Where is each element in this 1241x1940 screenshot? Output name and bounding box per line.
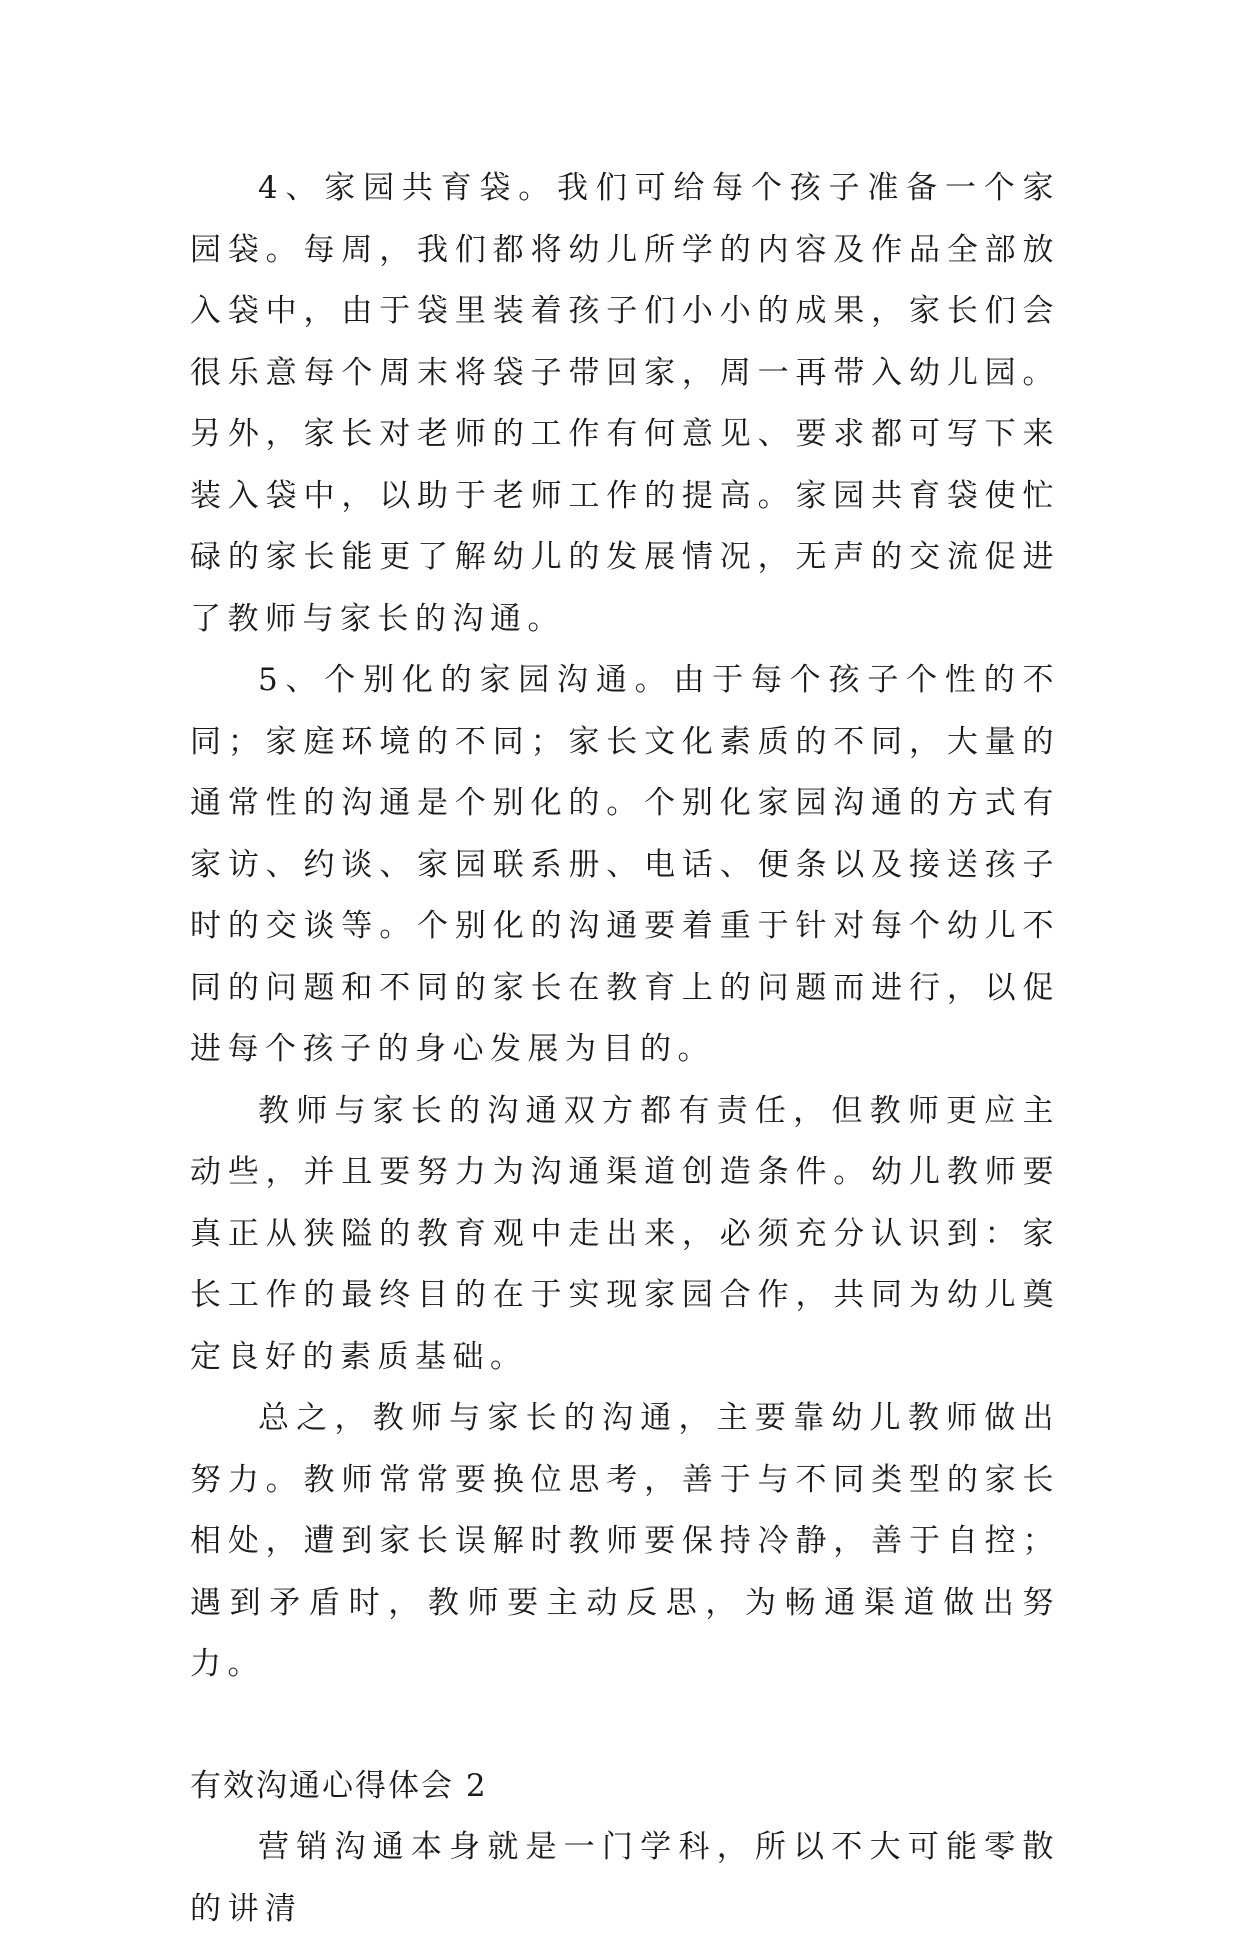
paragraph-conclusion: 总之，教师与家长的沟通，主要靠幼儿教师做出努力。教师常常要换位思考，善于与不同类型的家长相处，遭到家长误解时教师要保持冷静，善于自控；遇到矛盾时，教师要主动反思，为畅通渠道做出努力。	[190, 1400, 1060, 1682]
paragraph-family-bag: 4、家园共育袋。我们可给每个孩子准备一个家园袋。每周，我们都将幼儿所学的内容及作品全部放入袋中，由于袋里装着孩子们小小的成果，家长们会很乐意每个周末将袋子带回家，周一再带入幼儿园。另外，家长对老师的工作有何意见、要求都可写下来装入袋中，以助于老师工作的提高。家园共育袋使忙碌的家长能更了解幼儿的发展情况，无声的交流促进了教师与家长的沟通。	[190, 170, 1060, 637]
paragraph-marketing-communication: 营销沟通本身就是一门学科，所以不大可能零散的讲清	[190, 1829, 1060, 1927]
paragraph-teacher-responsibility: 教师与家长的沟通双方都有责任，但教师更应主动些，并且要努力为沟通渠道创造条件。幼儿教师要真正从狭隘的教育观中走出来，必须充分认识到：家长工作的最终目的在于实现家园合作，共同为幼儿奠定良好的素质基础。	[190, 1092, 1060, 1375]
section-heading: 有效沟通心得体会 2	[190, 1767, 488, 1804]
paragraph-individual-communication: 5、个别化的家园沟通。由于每个孩子个性的不同；家庭环境的不同；家长文化素质的不同，大量的通常性的沟通是个别化的。个别化家园沟通的方式有家访、约谈、家园联系册、电话、便条以及接送孩子时的交谈等。个别化的沟通要着重于针对每个幼儿不同的问题和不同的家长在教育上的问题而进行，以促进每个孩子的身心发展为目的。	[190, 662, 1060, 1067]
document-body	[190, 158, 1060, 1940]
